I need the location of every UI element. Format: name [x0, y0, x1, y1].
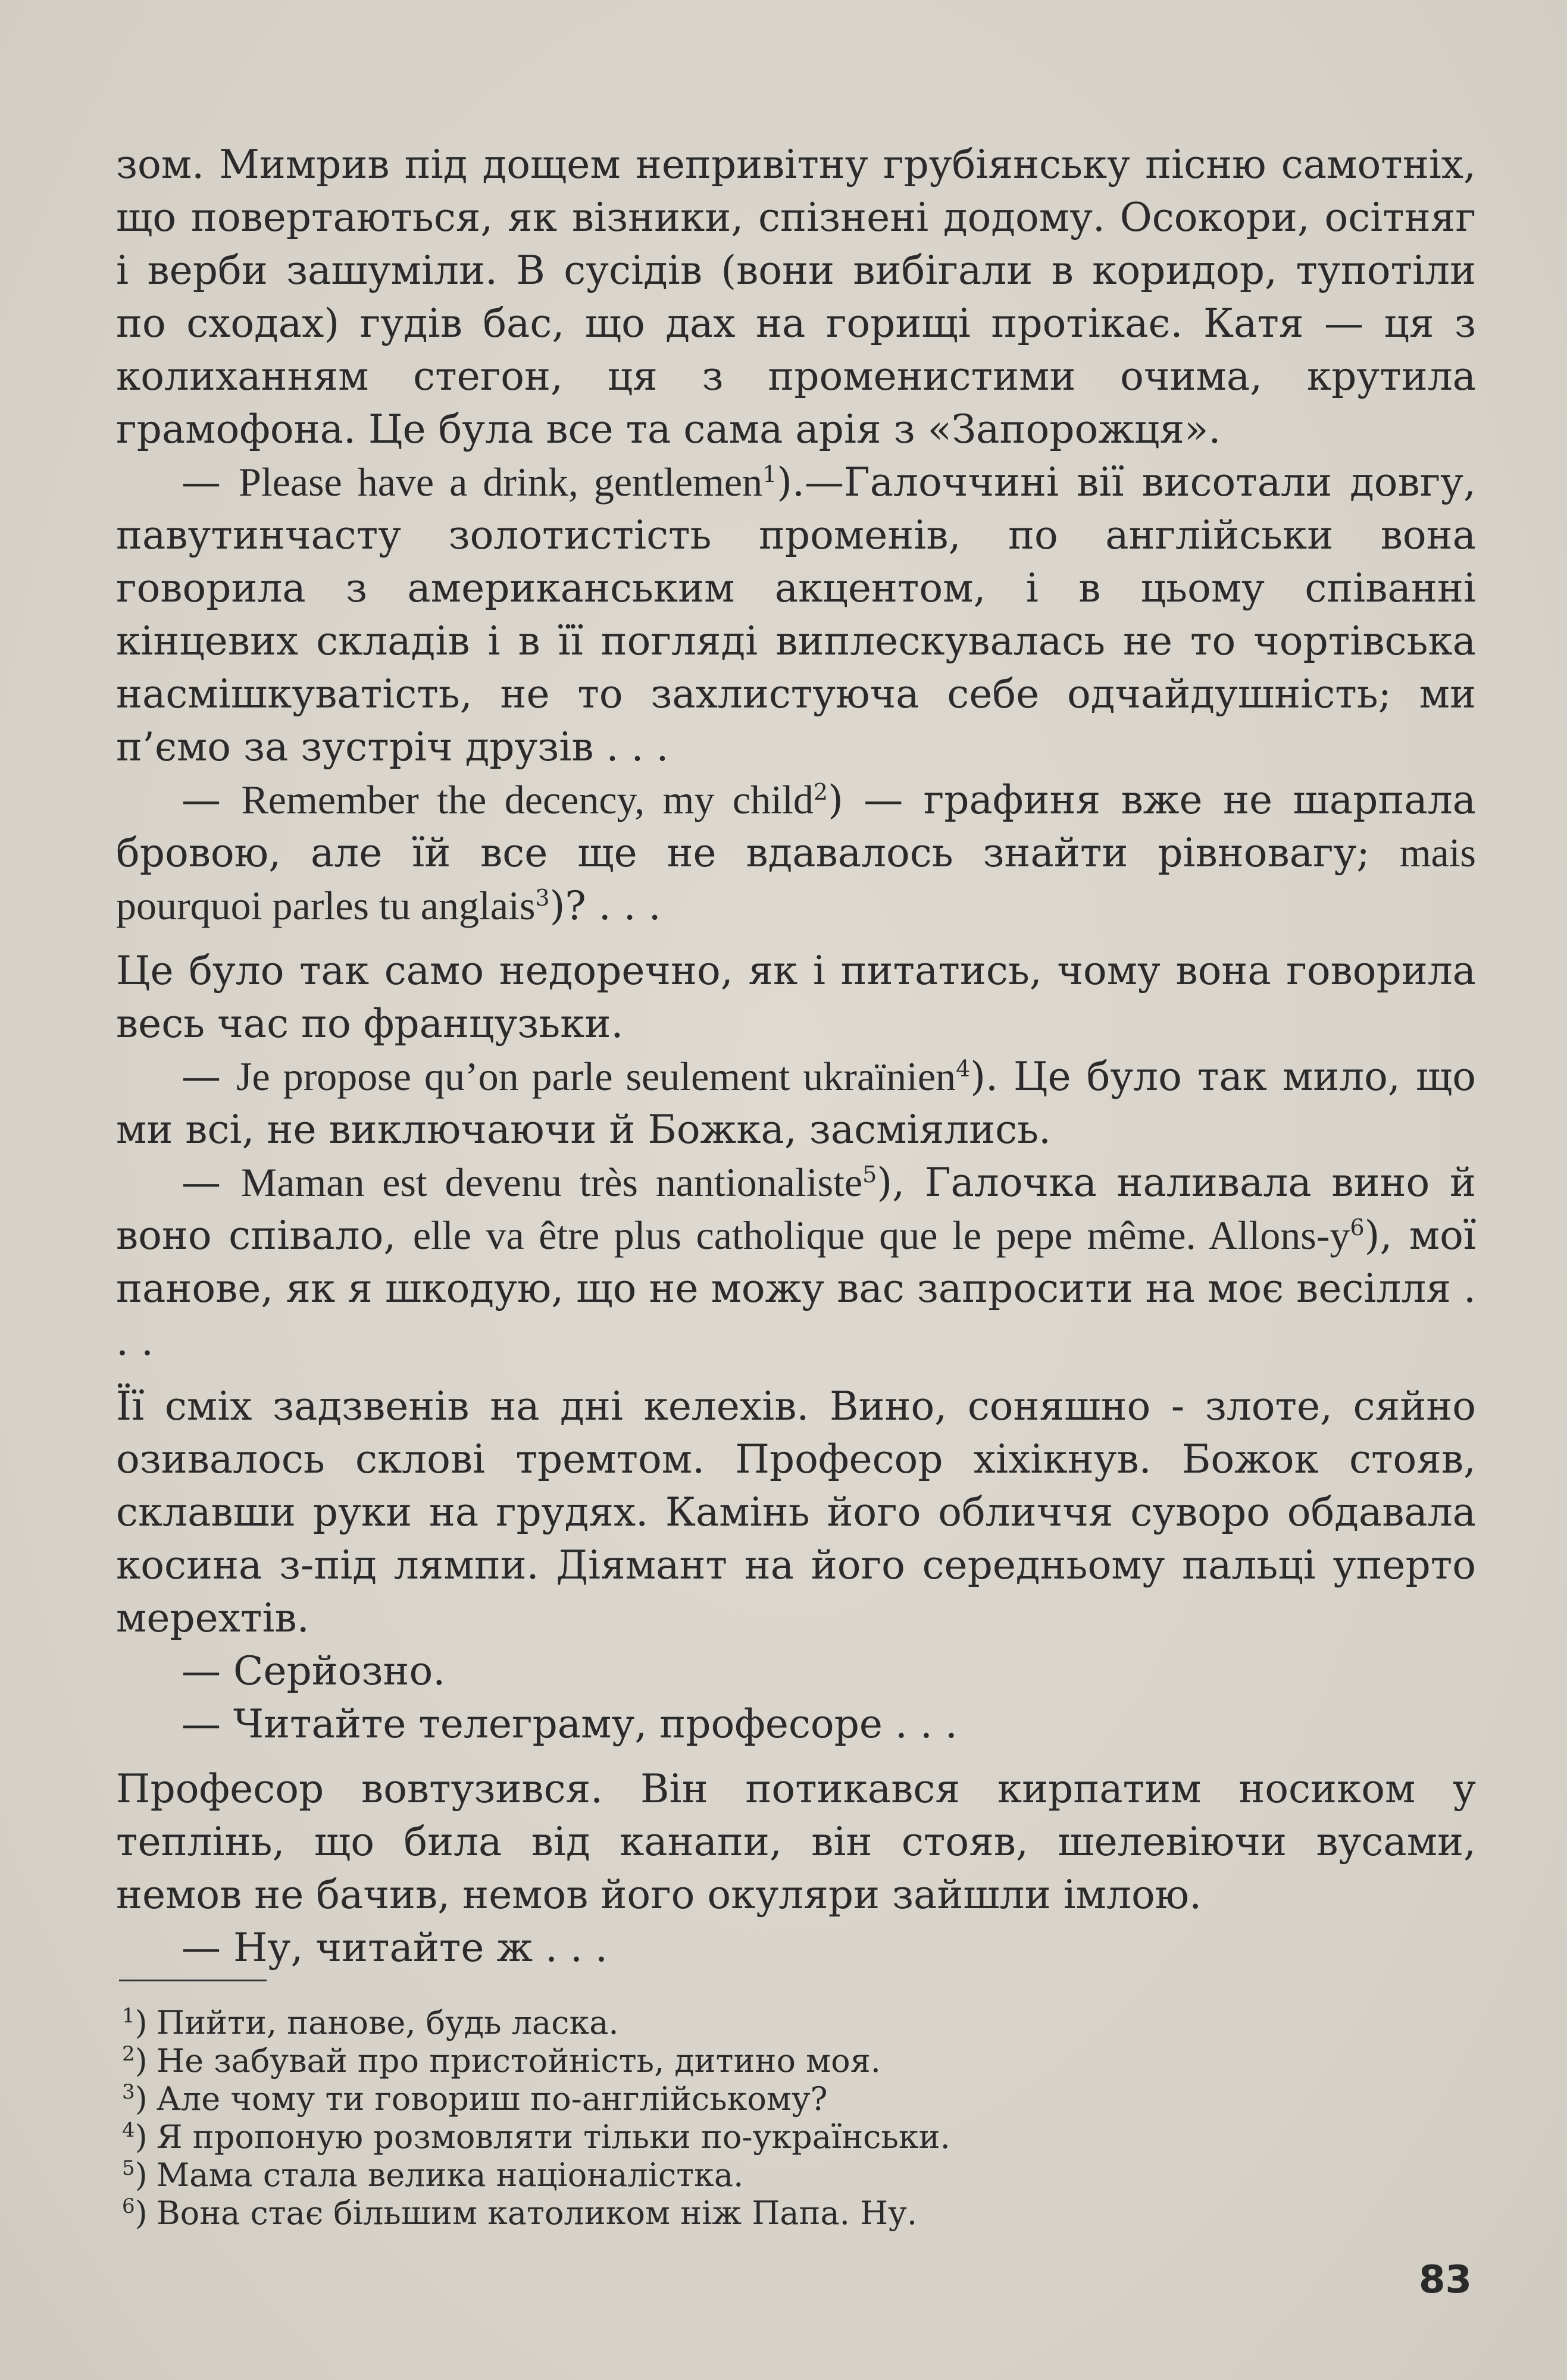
text-run: ), Галочка наливала вино й воно співало, [116, 1160, 1476, 1258]
text-run: — [182, 777, 242, 823]
footnote-number: 3 [122, 2080, 135, 2104]
footnote [122, 2156, 1431, 2194]
paragraph [116, 456, 1476, 774]
text-run: )? . . . [549, 883, 661, 929]
text-run: Професор вовтузився. Він потикався кирпатим носиком у теплінь, що била від канапи, він стояв, шелевіючи вусами, немов не бачив, немов його окуляри зайшли імлою. [116, 1766, 1476, 1918]
text-run: — Читайте телеграму, професоре . . . [182, 1701, 958, 1747]
foreign-phrase: Please have a drink, gentlemen [239, 459, 763, 505]
text-run: ). Це було так мило, що ми всі, не виключаючи й Божка, засміялись. [116, 1054, 1476, 1153]
text-run: ).—Галоччині вії висотали довгу, павутинчасту золотистість променів, по англійськи вона говорила з американським акцентом, і в цьому співанні кінцевих складів і в її погляді виплескувалась не то чортівська насмішкуватість, не то захлистуюча себе одчайдушність; ми п’ємо за зустріч друзів . . . [116, 459, 1476, 770]
paragraph [116, 1762, 1476, 1921]
text-run: Її сміх задзвенів на дні келехів. Вино, соняшно - злоте, сяйно озивалось склові тремтом. Професор хіхікнув. Божок стояв, склавши руки на грудях. Камінь його обличчя суворо обдавала косина з-під лямпи. Діямант на його середньому пальці уперто мерехтів. [116, 1383, 1476, 1641]
footnote-number: 1 [122, 2004, 135, 2028]
paragraph [116, 774, 1476, 932]
paragraph [116, 1380, 1476, 1645]
foreign-phrase: Remember the decency, my child [241, 777, 814, 822]
footnote-number: 2 [122, 2042, 135, 2066]
text-run: ), мої панове, як я шкодую, що не можу вас запросити на моє весілля . . . [116, 1213, 1476, 1364]
paragraph [116, 944, 1476, 1050]
paragraph [116, 1698, 1476, 1750]
foreign-phrase: elle va être plus catholique que le pepe même. Allons-y [412, 1213, 1350, 1258]
body-text [116, 138, 1476, 1974]
paragraph [116, 1645, 1476, 1698]
footnote-reference: 6 [1350, 1214, 1365, 1241]
footnotes [122, 2004, 1431, 2232]
text-run: — [182, 1160, 241, 1205]
footnote-reference: 1 [762, 461, 777, 487]
footnote [122, 2004, 1431, 2042]
paragraph [116, 1921, 1476, 1974]
footnote-text: Пийти, панове, будь ласка. [157, 2004, 619, 2041]
footnote-marker: $^6$) [122, 2194, 148, 2232]
page-number: 83 [1418, 2258, 1472, 2302]
footnote-marker: $^3$) [122, 2080, 148, 2118]
text-run: — Серйозно. [182, 1648, 446, 1694]
text-run: — [182, 459, 239, 505]
footnote-text: Але чому ти говориш по-англійському? [157, 2080, 828, 2118]
paragraph [116, 1050, 1476, 1156]
footnote [122, 2194, 1431, 2232]
foreign-phrase: mais pourquoi parles tu anglais [116, 830, 1476, 928]
footnote-marker: $^4$) [122, 2118, 148, 2156]
footnote [122, 2080, 1431, 2118]
footnote-reference: 2 [813, 779, 828, 805]
footnote-marker: $^1$) [122, 2004, 148, 2041]
footnote-reference: 5 [862, 1161, 877, 1188]
footnote-reference: 4 [956, 1056, 971, 1082]
text-run: Це було так само недоречно, як і питатись, чому вона говорила весь час по французьки. [116, 948, 1476, 1047]
footnote-number: 6 [122, 2194, 135, 2218]
footnote-text: Я пропоную розмовляти тільки по-українськи. [157, 2118, 950, 2156]
footnote-divider [119, 1980, 267, 1981]
paragraph [116, 138, 1476, 456]
footnote-text: Вона стає більшим католиком ніж Папа. Ну. [157, 2194, 918, 2232]
foreign-phrase: Maman est devenu très nantionaliste [240, 1160, 863, 1205]
text-run: — Ну, читайте ж . . . [182, 1925, 608, 1971]
footnote-marker: $^5$) [122, 2156, 148, 2194]
paragraph [116, 1156, 1476, 1368]
text-run: — [182, 1054, 236, 1100]
text-run: ) — графиня вже не шарпала бровою, але їй все ще не вдавалось знайти рівновагу; [116, 777, 1477, 876]
footnote [122, 2118, 1431, 2156]
footnote-marker: $^2$) [122, 2042, 148, 2080]
footnote-number: 5 [122, 2156, 135, 2180]
footnote-text: Мама стала велика націоналістка. [157, 2156, 744, 2194]
footnote-reference: 3 [535, 885, 550, 911]
footnote [122, 2042, 1431, 2080]
text-run: зом. Мимрив під дощем непривітну грубіянську пісню самотніх, що повертаються, як візники, спізнені додому. Осокори, осітняг і верби зашуміли. В сусідів (вони вибігали в коридор, тупотіли по сходах) гудів бас, що дах на горищі протікає. Катя — ця з колиханням стегон, ця з променистими очима, крутила грамофона. Це була все та сама арія з «Запорожця». [116, 142, 1476, 452]
footnote-text: Не забувай про пристойність, дитино моя. [157, 2042, 881, 2080]
foreign-phrase: Je propose qu’on parle seulement ukraïnien [236, 1054, 956, 1099]
footnote-number: 4 [122, 2118, 135, 2142]
